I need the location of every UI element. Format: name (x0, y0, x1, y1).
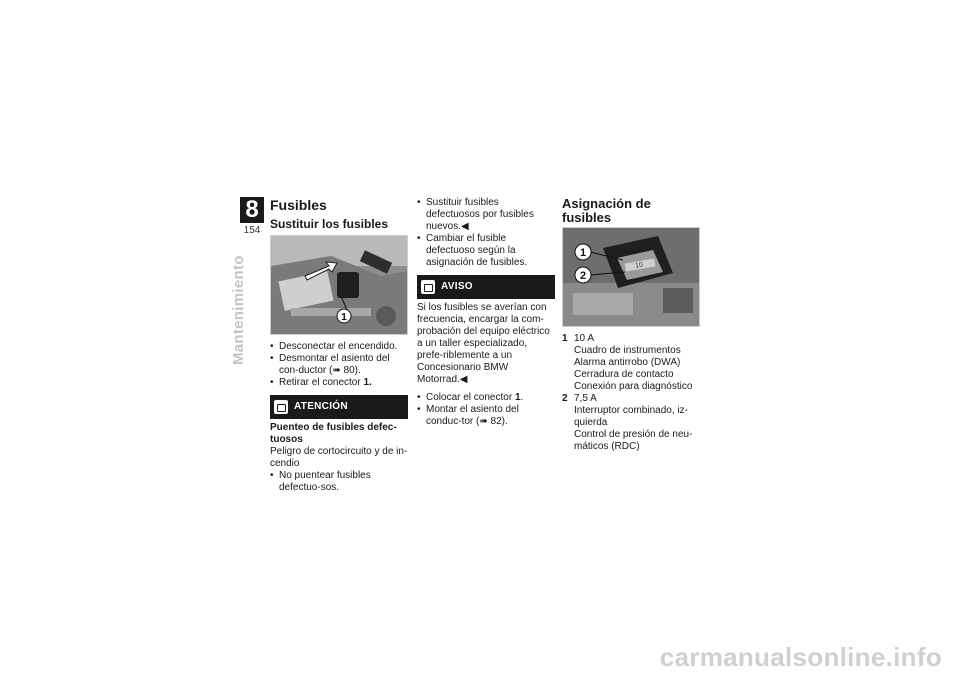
notice-banner (417, 275, 555, 299)
photo-label-1: 1 (341, 312, 347, 323)
fuse-item-number: 2 (562, 393, 568, 404)
step-fit-connector: • Colocar el conector 1. (417, 392, 555, 404)
caution-banner (270, 395, 408, 419)
fuse-circuit: Alarma antirrobo (DWA) (574, 357, 681, 368)
fuse-value-text: 10 (634, 261, 644, 270)
replace-fuses-heading: Sustituir los fusibles (270, 217, 389, 231)
step-switch-off: • Desconectar el encendido. (270, 341, 408, 353)
warning-icon (274, 400, 288, 414)
notice-text: Si los fusibles se averían con frecuencia, encargar la com-probación del equipo eléctrico a un taller especializado, prefe-riblemente a un Concesionario BMW Motorrad.◀ (417, 302, 550, 385)
photo-label-2: 2 (579, 270, 587, 282)
section-title: Fusibles (270, 197, 327, 213)
fuse-rating: 7,5 A (574, 393, 597, 404)
fuse-box-photo (562, 227, 700, 327)
photo-label-1b: 1 (579, 247, 587, 259)
caution-bullet: • No puentear fusibles defectuo-sos. (270, 470, 408, 494)
fuse-assignment-heading: Asignación de fusibles (562, 196, 651, 225)
step-remove-seat: • Desmontar el asiento del con-ductor (➠ 80). (270, 353, 408, 377)
column-2 (417, 197, 555, 428)
notice-label: AVISO (441, 281, 473, 292)
step-remove-connector: • Retirar el conector 1. (270, 377, 408, 389)
caution-text: Peligro de cortocircuito y de in-cendio (270, 446, 408, 469)
chapter-side-title: Mantenimiento (230, 255, 247, 365)
fuse-circuit: Cuadro de instrumentos (574, 345, 681, 356)
column-3 (562, 197, 702, 453)
fuse-circuit: Conexión para diagnóstico (574, 381, 693, 392)
fuse-circuit: Cerradura de contacto (574, 369, 674, 380)
column-1 (270, 197, 408, 494)
step-change-fuse: • Cambiar el fusible defectuoso según la asignación de fusibles. (417, 233, 555, 269)
step-replace-fuses: • Sustituir fusibles defectuosos por fusibles nuevos.◀ (417, 197, 555, 233)
info-icon (421, 280, 435, 294)
fuse-connector-photo (270, 235, 408, 335)
caution-label: ATENCIÓN (294, 401, 348, 412)
replace-steps (270, 341, 408, 389)
caution-title: Puenteo de fusibles defec-tuosos (270, 422, 397, 445)
fuse-rating: 10 A (574, 333, 595, 344)
fuse-item-number: 1 (562, 333, 568, 344)
fuse-circuit: Interruptor combinado, iz-quierda (574, 405, 688, 428)
step-fit-seat: • Montar el asiento del conduc-tor (➠ 82). (417, 404, 555, 428)
fuse-item-1 (562, 333, 702, 393)
fuse-item-2 (562, 393, 702, 453)
fuse-circuit: Control de presión de neu-máticos (RDC) (574, 429, 693, 452)
page-number: 154 (243, 225, 261, 236)
chapter-number: 8 (240, 197, 264, 223)
watermark: carmanualsonline.info (659, 642, 942, 672)
